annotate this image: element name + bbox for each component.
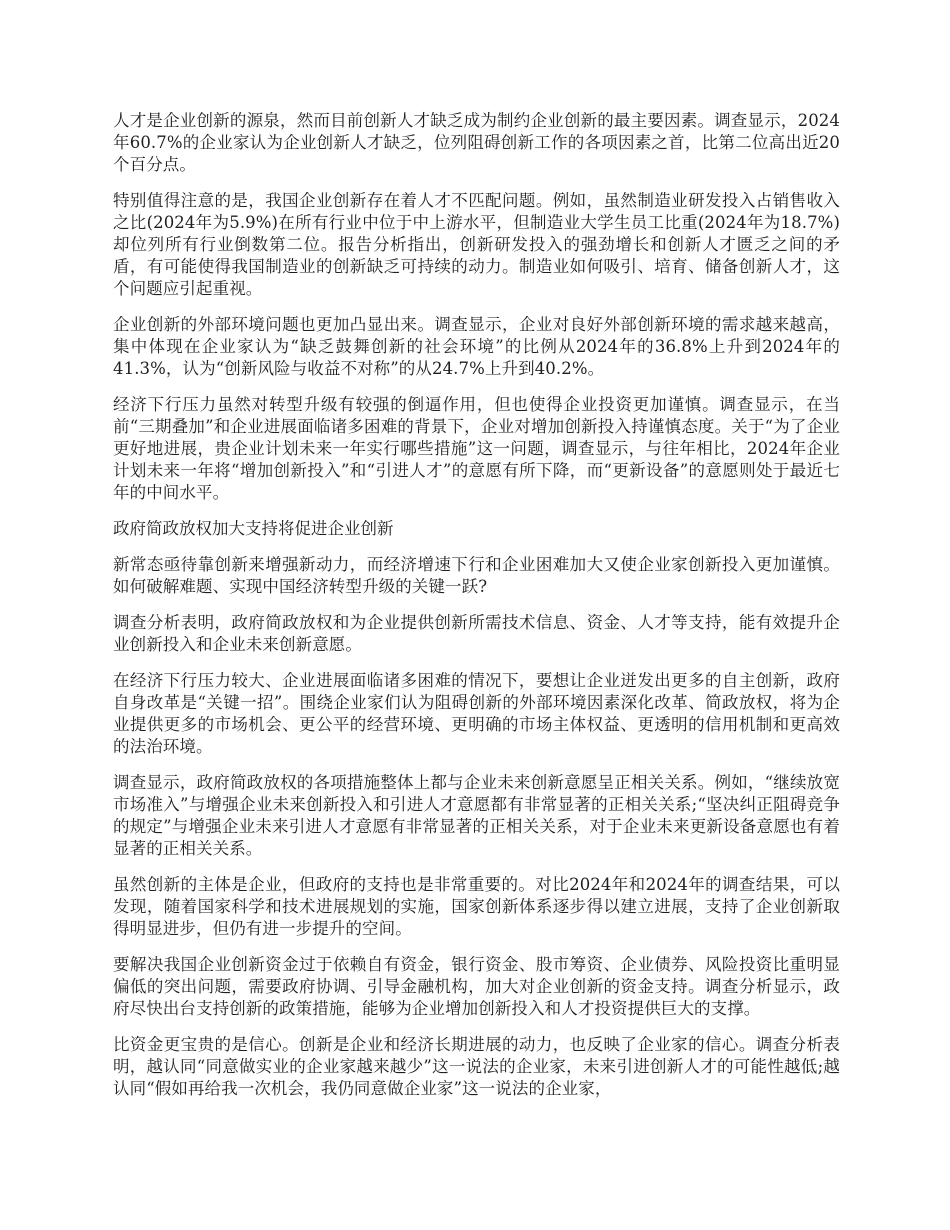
paragraph-survey-analysis: 调查分析表明，政府简政放权和为企业提供创新所需技术信息、资金、人才等支持，能有效提升企业创新投入和企业未来创新意愿。 bbox=[113, 613, 840, 654]
paragraph-talent-shortage: 人才是企业创新的源泉，然而目前创新人才缺乏成为制约企业创新的最主要因素。调查显示，2024年60.7%的企业家认为企业创新人才缺乏，位列阻碍创新工作的各项因素之首，比第二位高出近20个百分点。 bbox=[113, 111, 840, 174]
paragraph-external-environment: 企业创新的外部环境问题也更加凸显出来。调查显示，企业对良好外部创新环境的需求越来越高，集中体现在企业家认为“缺乏鼓舞创新的社会环境”的比例从2024年的36.8%上升到2024年的41.3%，认为“创新风险与收益不对称”的从24.7%上升到40.2%。 bbox=[113, 315, 840, 378]
paragraph-government-reform: 在经济下行压力较大、企业进展面临诸多困难的情况下，要想让企业迸发出更多的自主创新，政府自身改革是“关键一招”。围绕企业家们认为阻碍创新的外部环境因素深化改革、简政放权，将为企业提供更多的市场机会、更公平的经营环境、更明确的市场主体权益、更透明的信用机制和更高效的法治环境。 bbox=[113, 671, 840, 756]
paragraph-economic-pressure: 经济下行压力虽然对转型升级有较强的倒逼作用，但也使得企业投资更加谨慎。调查显示，在当前“三期叠加”和企业进展面临诸多困难的背景下，企业对增加创新投入持谨慎态度。关于“为了企业更好地进展，贵企业计划未来一年实行哪些措施”这一问题，调查显示，与往年相比，2024年企业计划未来一年将“增加创新投入”和“引进人才”的意愿有所下降，而“更新设备”的意愿则处于最近七年的中间水平。 bbox=[113, 395, 840, 502]
paragraph-government-support: 虽然创新的主体是企业，但政府的支持也是非常重要的。对比2024年和2024年的调查结果，可以发现，随着国家科学和技术进展规划的实施，国家创新体系逐步得以建立进展，支持了企业创新取得明显进步，但仍有进一步提升的空间。 bbox=[113, 875, 840, 938]
paragraph-funding-issue: 要解决我国企业创新资金过于依赖自有资金，银行资金、股市筹资、企业债券、风险投资比重明显偏低的突出问题，需要政府协调、引导金融机构，加大对企业创新的资金支持。调查分析显示，政府尽快出台支持创新的政策措施，能够为企业增加创新投入和人才投资提供巨大的支撑。 bbox=[113, 955, 840, 1018]
paragraph-positive-correlation: 调查显示，政府简政放权的各项措施整体上都与企业未来创新意愿呈正相关关系。例如，“继续放宽市场准入”与增强企业未来创新投入和引进人才意愿都有非常显著的正相关关系;“坚决纠正阻碍竞争的规定”与增强企业未来引进人才意愿有非常显著的正相关关系，对于企业未来更新设备意愿也有着显著的正相关关系。 bbox=[113, 773, 840, 858]
document-body bbox=[113, 110, 840, 1114]
paragraph-new-normal: 新常态亟待靠创新来增强新动力，而经济增速下行和企业困难加大又使企业家创新投入更加谨慎。如何破解难题、实现中国经济转型升级的关键一跃? bbox=[113, 555, 840, 596]
paragraph-confidence: 比资金更宝贵的是信心。创新是企业和经济长期进展的动力，也反映了企业家的信心。调查分析表明，越认同“同意做实业的企业家越来越少”这一说法的企业家，未来引进创新人才的可能性越低;越认同“假如再给我一次机会，我仍同意做企业家”这一说法的企业家， bbox=[113, 1035, 840, 1098]
section-heading: 政府简政放权加大支持将促进企业创新 bbox=[113, 519, 394, 538]
paragraph-talent-mismatch: 特别值得注意的是，我国企业创新存在着人才不匹配问题。例如，虽然制造业研发投入占销售收入之比(2024年为5.9%)在所有行业中位于中上游水平，但制造业大学生员工比重(2024年为18.7%)却位列所有行业倒数第二位。报告分析指出，创新研发投入的强劲增长和创新人才匮乏之间的矛盾，有可能使得我国制造业的创新缺乏可持续的动力。制造业如何吸引、培育、储备创新人才，这个问题应引起重视。 bbox=[113, 191, 840, 298]
